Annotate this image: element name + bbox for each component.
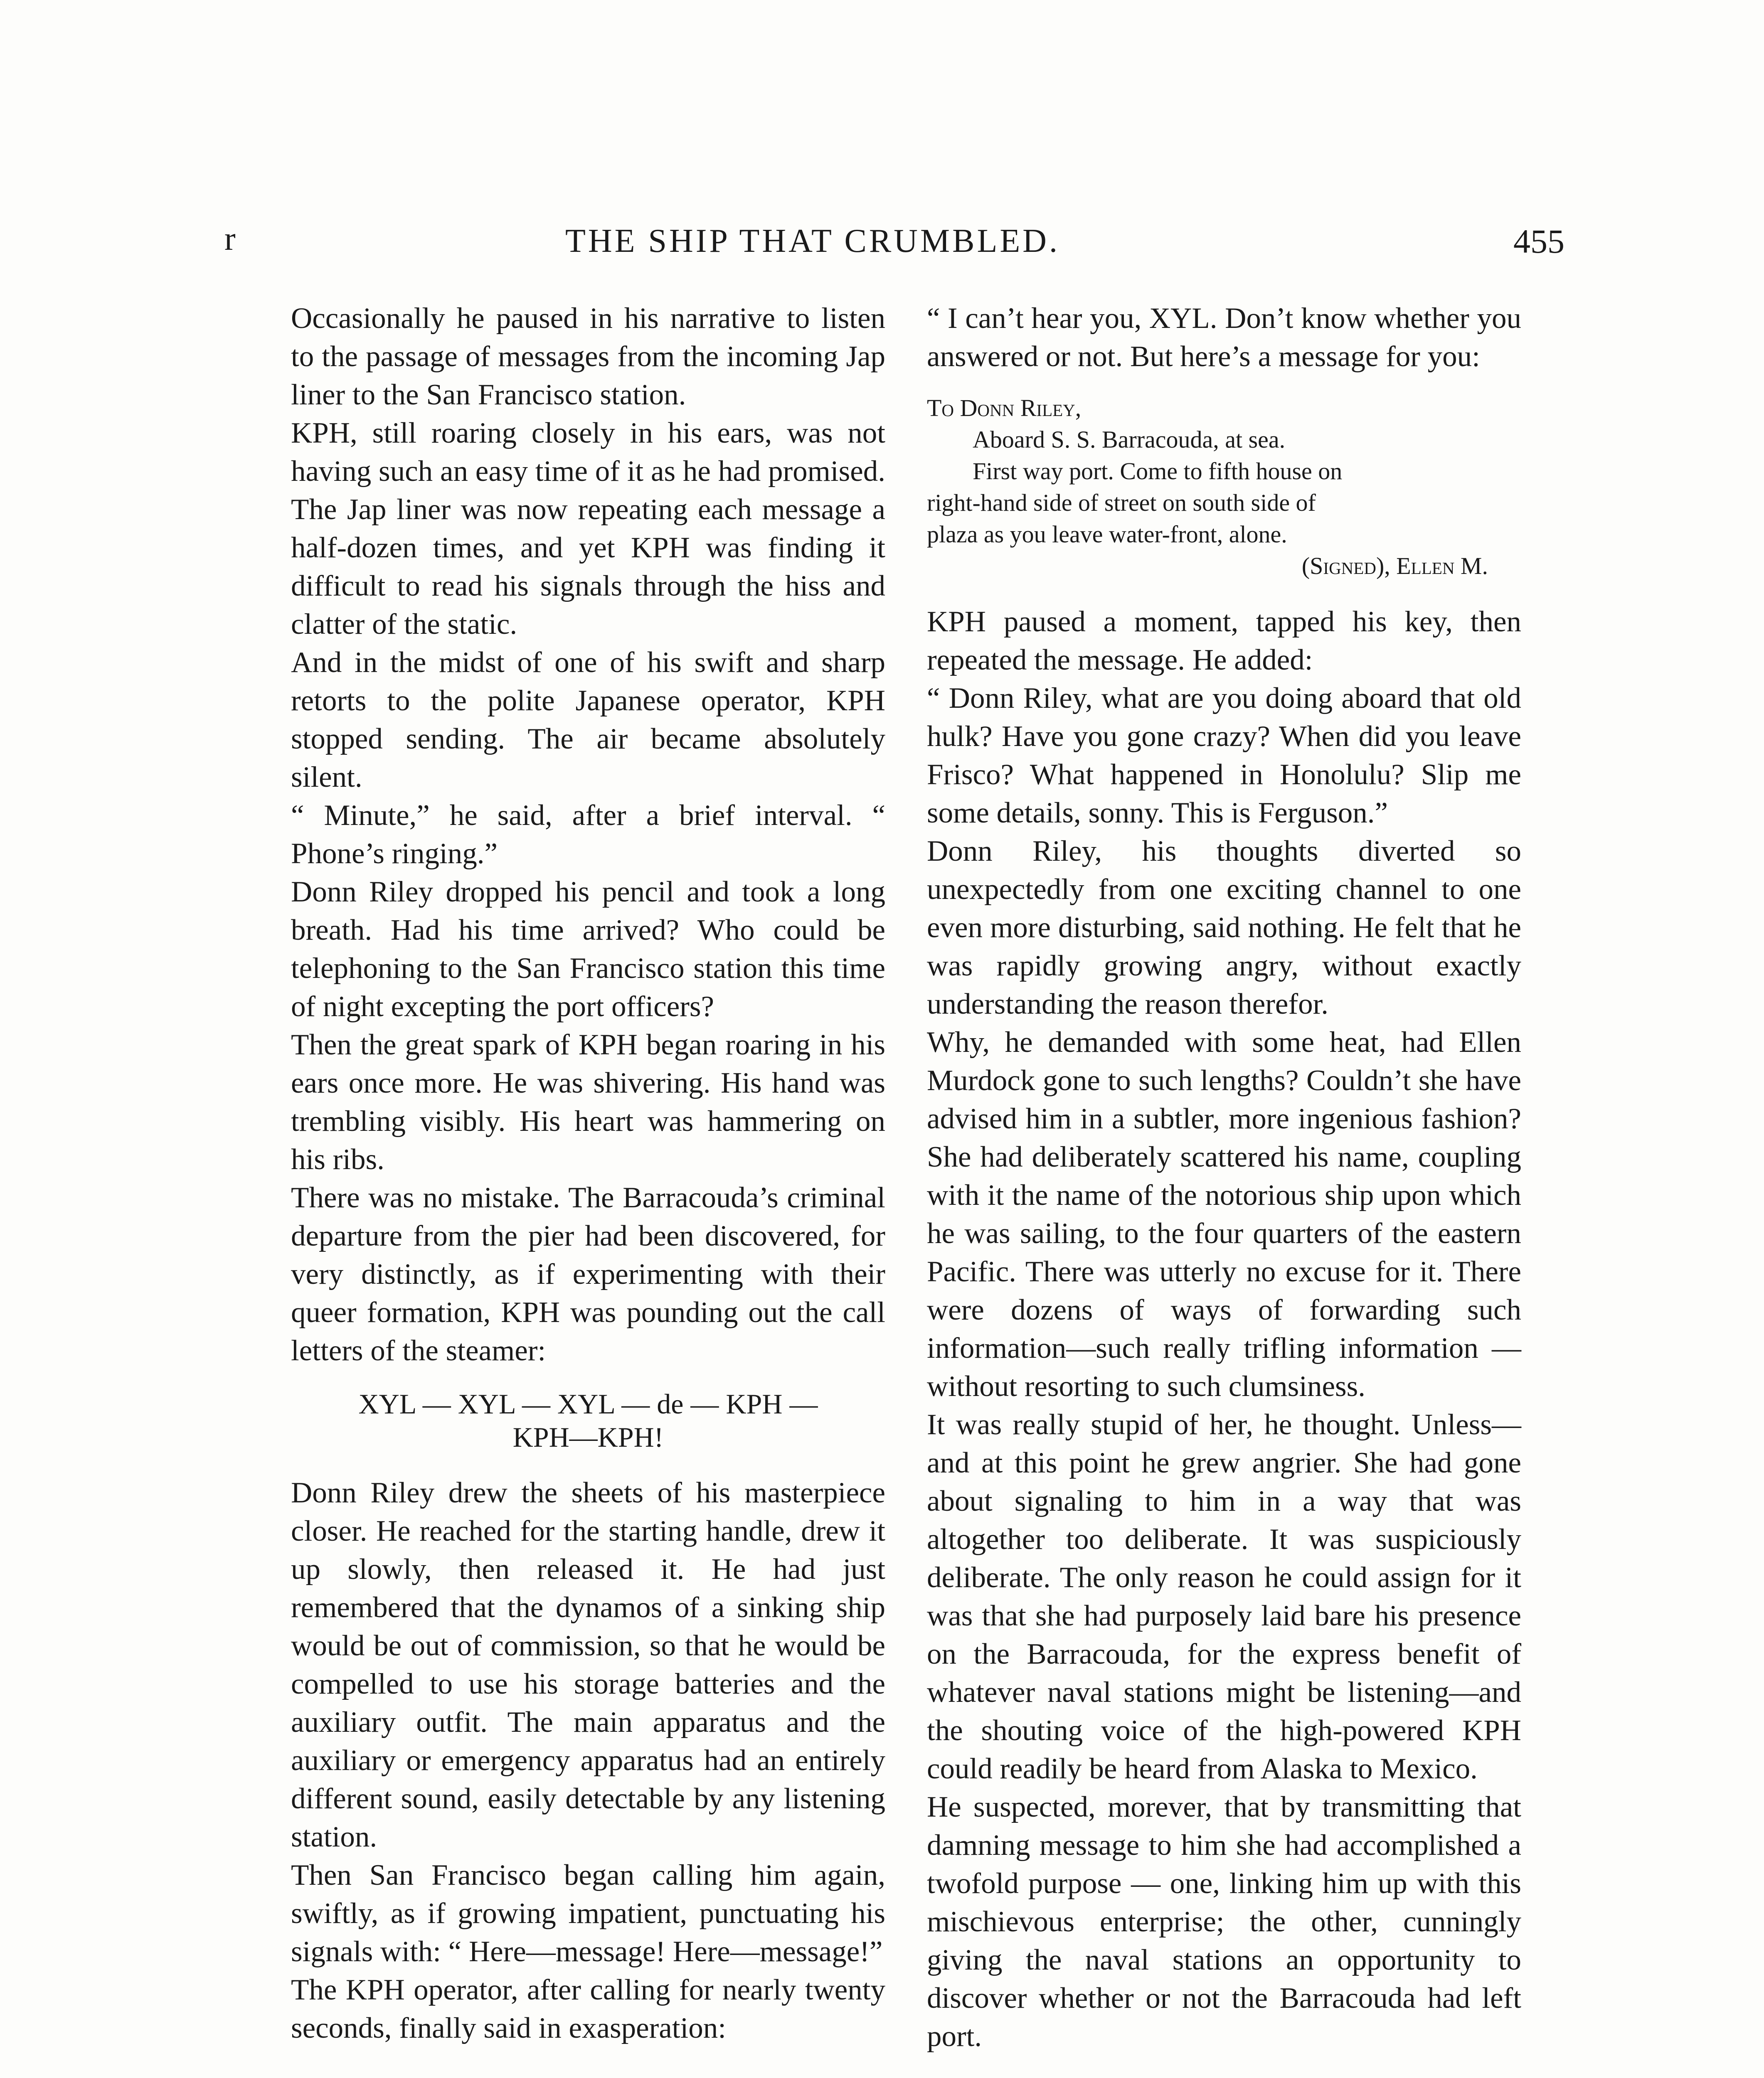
paragraph: Why, he demanded with some heat, had Ellen Murdock gone to such lengths? Couldn’t she have advised him in a subtler, more ingenious fashion? She had deliberately scattered his name, coupling with it the name of the notorious ship upon which he was sailing, to the four quarters of the eastern Pacific. There was utterly no excuse for it. There were dozens of ways of forwarding such information—such really trifling information — without resorting to such clumsiness. (927, 1026, 1521, 1403)
paragraph: Occasionally he paused in his narrative to listen to the passage of messages from the incoming Jap liner to the San Francisco station. (291, 302, 885, 411)
call-signal-line: XYL — XYL — XYL — de — KPH — (358, 1388, 818, 1420)
paragraph: KPH, still roaring closely in his ears, was not having such an easy time of it as he had promised. The Jap liner was now repeating each message a half-dozen times, and yet KPH was finding it difficult to read his signals through the hiss and clatter of the static. (291, 417, 885, 640)
paragraph: Donn Riley drew the sheets of his masterpiece closer. He reached for the starting handle, drew it up slowly, then released it. He had just remembered that the dynamos of a sinking ship would be out of commission, so that he would be compelled to use his storage batteries and the auxiliary outfit. The main apparatus and the auxiliary or emergency apparatus had an entirely different sound, easily detectable by any listening station. (291, 1477, 885, 1853)
telegram-recipient: To Donn Riley, (927, 394, 1082, 421)
running-title: THE SHIP THAT CRUMBLED. (565, 223, 1060, 259)
telegram-line: plaza as you leave water-front, alone. (927, 521, 1287, 548)
call-signal (291, 1387, 885, 1454)
right-column (927, 299, 1521, 2056)
telegram-line: Aboard S. S. Barracouda, at sea. (973, 426, 1286, 453)
telegram-line: First way port. Come to fifth house on (973, 458, 1343, 485)
telegram-signature: (Signed), Ellen M. (1301, 552, 1488, 579)
corner-mark: r (224, 221, 236, 257)
paragraph: Then San Francisco began calling him again, swiftly, as if growing impatient, punctuating his signals with: “ Here—message! Here—message!” (291, 1859, 885, 1968)
paragraph: It was really stupid of her, he thought. Unless—and at this point he grew angrier. She had gone about signaling to him in a way that was altogether too deliberate. It was suspiciously deliberate. The only reason he could assign for it was that she had purposely laid bare his presence on the Barracouda, for the express benefit of whatever naval stations might be listening—and the shouting voice of the high-powered KPH could readily be heard from Alaska to Mexico. (927, 1408, 1521, 1785)
page-number: 455 (1513, 222, 1564, 260)
paragraph: He suspected, morever, that by transmitting that damning message to him she had accomplished a twofold purpose — one, linking him up with this mischievous enterprise; the other, cunningly giving the naval stations an opportunity to discover whether or not the Barracouda had left port. (927, 1791, 1521, 2053)
paragraph: And in the midst of one of his swift and sharp retorts to the polite Japanese operator, KPH stopped sending. The air became absolutely silent. (291, 646, 885, 793)
telegram-line: right-hand side of street on south side of (927, 489, 1316, 516)
left-column (291, 299, 885, 2047)
paragraph: Donn Riley, his thoughts diverted so unexpectedly from one exciting channel to one even more disturbing, said nothing. He felt that he was rapidly growing angry, without exactly understanding the reason therefor. (927, 835, 1521, 1020)
telegram-message (927, 392, 1521, 582)
paragraph: KPH paused a moment, tapped his key, then repeated the message. He added: (927, 606, 1521, 676)
paragraph: “ Minute,” he said, after a brief interval. “ Phone’s ringing.” (291, 799, 885, 870)
paragraph: “ Donn Riley, what are you doing aboard that old hulk? Have you gone crazy? When did you leave Frisco? What happened in Honolulu? Slip me some details, sonny. This is Ferguson.” (927, 682, 1521, 829)
call-signal-line: KPH—KPH! (512, 1421, 664, 1453)
paragraph: The KPH operator, after calling for nearly twenty seconds, finally said in exasperation: (291, 1974, 885, 2044)
paragraph: There was no mistake. The Barracouda’s criminal departure from the pier had been discovered, for very distinctly, as if experimenting with their queer formation, KPH was pounding out the call letters of the steamer: (291, 1182, 885, 1367)
paragraph: Donn Riley dropped his pencil and took a long breath. Had his time arrived? Who could be telephoning to the San Francisco station this time of night excepting the port officers? (291, 876, 885, 1023)
paragraph: Then the great spark of KPH began roaring in his ears once more. He was shivering. His hand was trembling visibly. His heart was hammering on his ribs. (291, 1029, 885, 1176)
paragraph: “ I can’t hear you, XYL. Don’t know whether you answered or not. But here’s a message for you: (927, 302, 1521, 373)
